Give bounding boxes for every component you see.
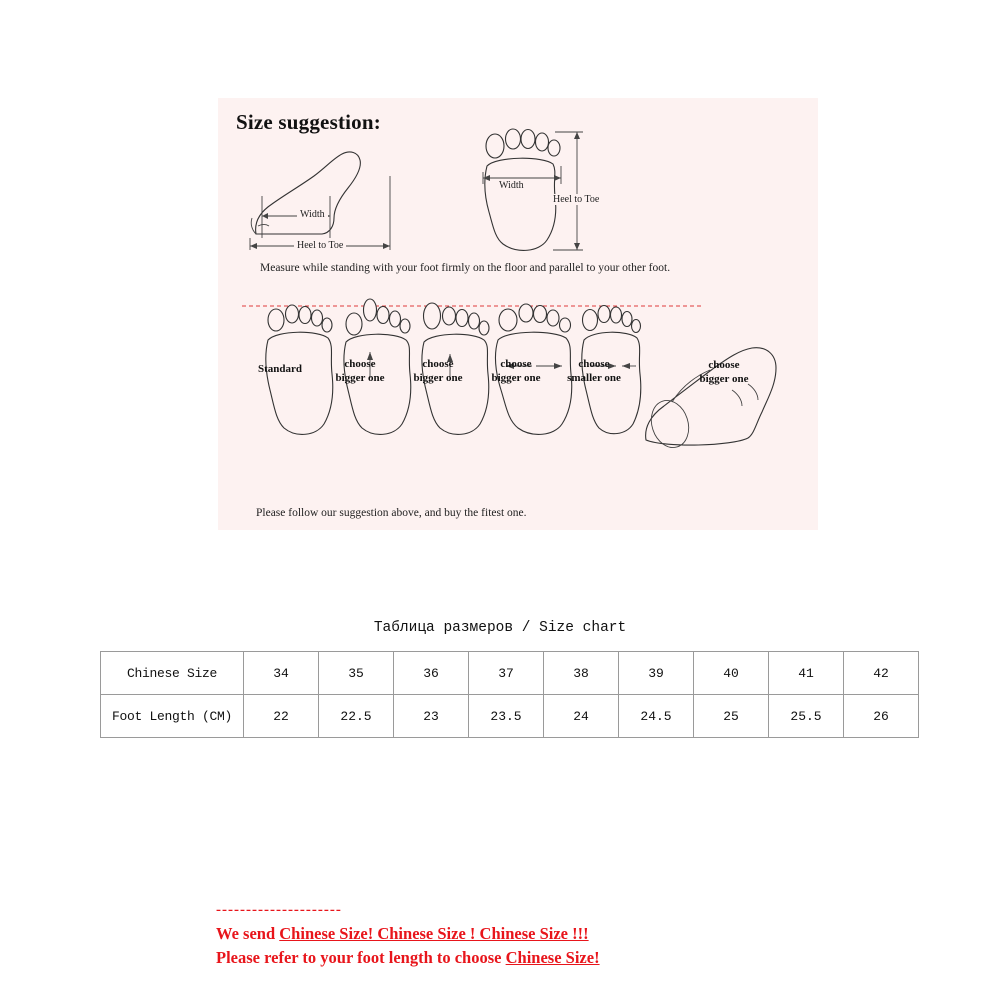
notice-line-2-prefix: Please refer to your foot length to choose: [216, 947, 506, 967]
cell-foot-length-7: 25.5: [769, 695, 844, 738]
heel-to-toe-label-left: Heel to Toe: [294, 240, 346, 251]
cell-chinese-size-4: 38: [544, 652, 619, 695]
notice-line-2-emphasis: Chinese Size!: [505, 947, 600, 967]
size-chart-caption: Таблица размеров / Size chart: [373, 620, 627, 636]
cell-chinese-size-7: 41: [769, 652, 844, 695]
size-suggestion-panel: [218, 98, 818, 530]
width-label-right: Width: [496, 180, 527, 191]
cell-chinese-size-2: 36: [394, 652, 469, 695]
notice-line-1-prefix: We send: [216, 923, 280, 943]
table-row: [101, 652, 919, 695]
cell-foot-length-3: 23.5: [469, 695, 544, 738]
heel-to-toe-label-right: Heel to Toe: [550, 194, 602, 205]
cell-foot-length-8: 26: [844, 695, 919, 738]
notice-line-2: [216, 946, 600, 970]
cell-chinese-size-3: 37: [469, 652, 544, 695]
cell-foot-length-4: 24: [544, 695, 619, 738]
size-notice: [216, 900, 600, 970]
cell-foot-length-2: 23: [394, 695, 469, 738]
foot-caption-1: choose bigger one: [335, 358, 385, 384]
cell-chinese-size-0: 34: [244, 652, 319, 695]
cell-chinese-size-6: 40: [694, 652, 769, 695]
foot-caption-5: choose bigger one: [699, 359, 749, 385]
foot-caption-3: choose bigger one: [491, 358, 541, 384]
notice-dots: ---------------------: [216, 902, 342, 918]
notice-line-1-emphasis: Chinese Size! Chinese Size ! Chinese Size !!!: [279, 923, 589, 943]
foot-caption-2: choose bigger one: [413, 358, 463, 384]
cell-chinese-size-5: 39: [619, 652, 694, 695]
row-header-chinese-size: Chinese Size: [101, 652, 244, 695]
cell-foot-length-5: 24.5: [619, 695, 694, 738]
cell-foot-length-6: 25: [694, 695, 769, 738]
measure-instruction-text: Measure while standing with your foot firmly on the floor and parallel to your other foot.: [260, 262, 671, 274]
notice-line-1: [216, 922, 600, 946]
row-header-foot-length: Foot Length (CM): [101, 695, 244, 738]
size-suggestion-title: Size suggestion:: [236, 110, 381, 134]
footprint-comparison-diagram: [232, 294, 812, 484]
cell-foot-length-0: 22: [244, 695, 319, 738]
width-label-left: Width: [297, 209, 328, 220]
foot-caption-0: Standard: [257, 363, 303, 375]
size-chart-table: [100, 651, 919, 738]
cell-chinese-size-8: 42: [844, 652, 919, 695]
cell-foot-length-1: 22.5: [319, 695, 394, 738]
foot-caption-4: choose smaller one: [567, 358, 621, 384]
table-row: [101, 695, 919, 738]
cell-chinese-size-1: 35: [319, 652, 394, 695]
follow-suggestion-text: Please follow our suggestion above, and buy the fitest one.: [256, 507, 527, 519]
